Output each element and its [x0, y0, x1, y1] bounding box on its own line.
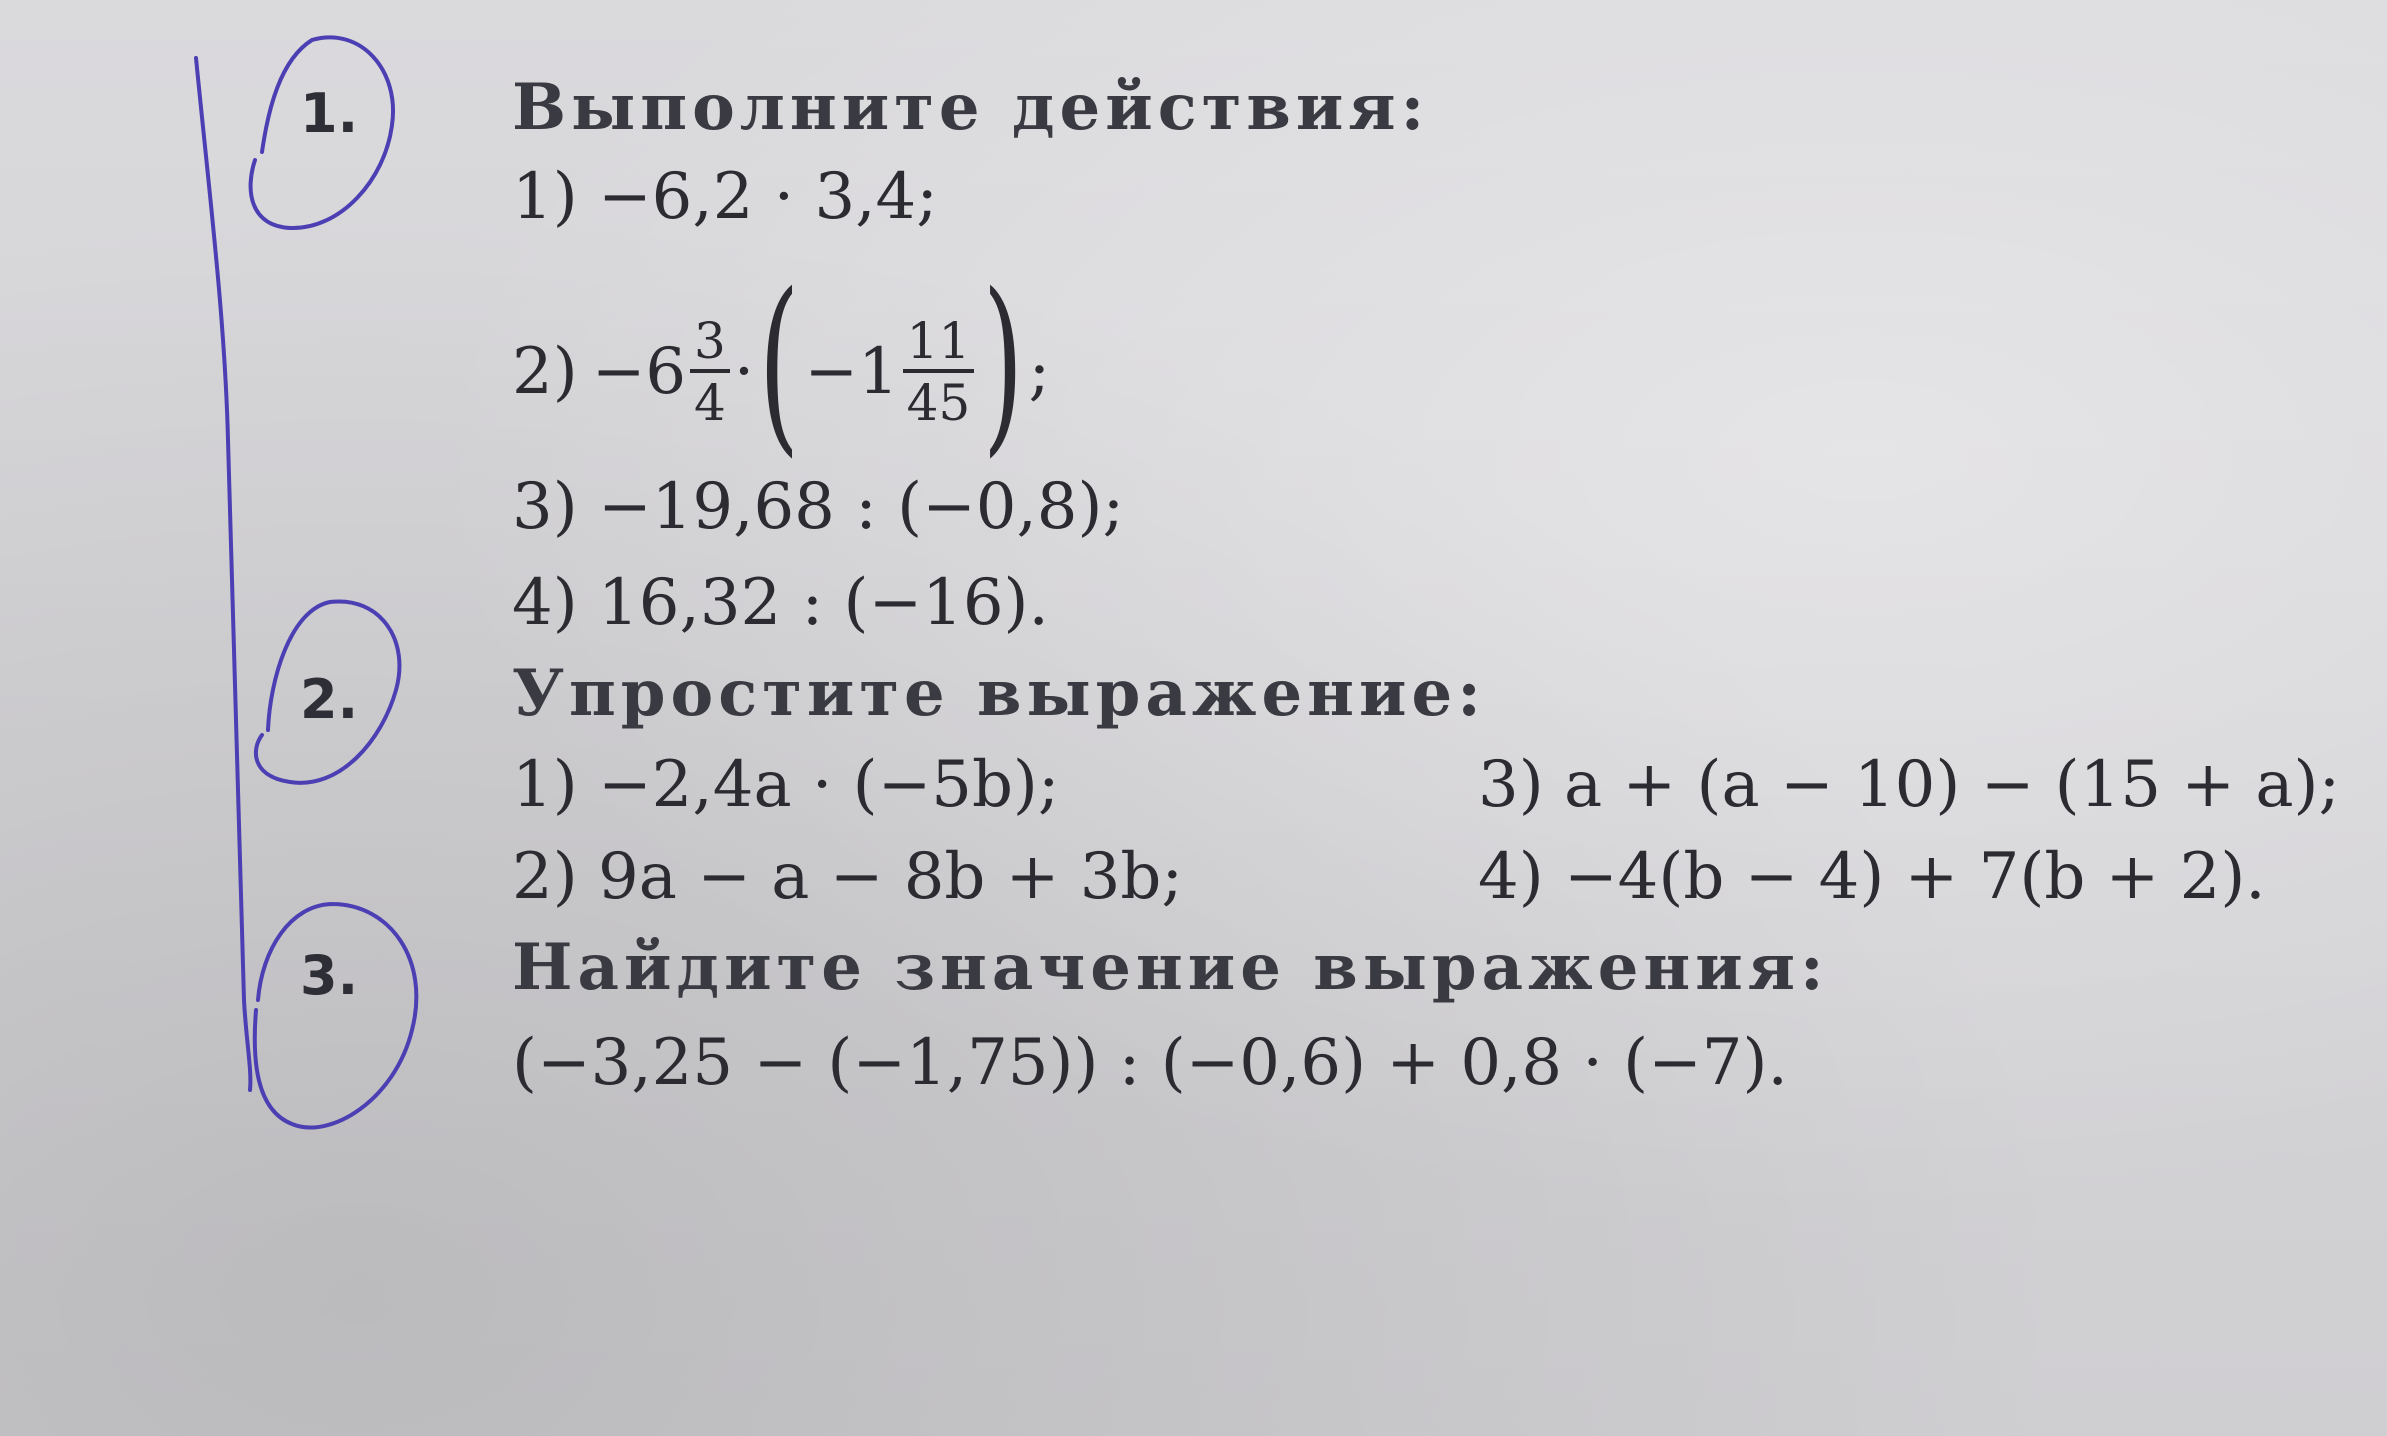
- fraction-denominator: 4: [694, 374, 726, 432]
- task-1-heading: Выполните действия:: [512, 70, 1430, 145]
- task-1-item-4: 4) 16,32 : (−16).: [512, 566, 1049, 640]
- task-3-expression: (−3,25 − (−1,75)) : (−0,6) + 0,8 · (−7).: [512, 1026, 1788, 1100]
- task-2-number: 2.: [300, 668, 359, 731]
- fraction-3-4: [690, 311, 730, 432]
- task-2-heading: Упростите выражение:: [512, 656, 1486, 731]
- fraction-11-45: [903, 311, 975, 432]
- fraction-denominator: 45: [906, 374, 971, 432]
- task-1-number: 1.: [300, 82, 359, 145]
- task-2-item-2: 2) 9a − a − 8b + 3b;: [512, 840, 1183, 914]
- task-1-item-3: 3) −19,68 : (−0,8);: [512, 470, 1125, 544]
- fraction-numerator: 11: [903, 315, 975, 374]
- open-paren: (: [758, 253, 800, 474]
- task-2-item-4: 4) −4(b − 4) + 7(b + 2).: [1478, 840, 2266, 914]
- task-3-heading: Найдите значение выражения:: [512, 930, 1829, 1005]
- margin-bracket-line: [196, 58, 250, 1090]
- task-1-item-1: 1) −6,2 · 3,4;: [512, 160, 938, 234]
- task-2-item-1: 1) −2,4a · (−5b);: [512, 748, 1060, 822]
- task-2-item-3: 3) a + (a − 10) − (15 + a);: [1478, 748, 2341, 822]
- fraction-numerator: 3: [690, 315, 730, 374]
- task-3-number: 3.: [300, 944, 359, 1007]
- task-1-item-2-label: 2): [512, 335, 578, 409]
- mixed-number-2-whole: −1: [804, 335, 899, 409]
- task-1-item-2: [512, 253, 1050, 474]
- multiply-dot: ·: [733, 335, 755, 409]
- mixed-number-1-whole: −6: [591, 335, 687, 409]
- close-paren: ): [982, 253, 1024, 474]
- circle-task-3: [255, 904, 417, 1128]
- semicolon: ;: [1028, 335, 1050, 409]
